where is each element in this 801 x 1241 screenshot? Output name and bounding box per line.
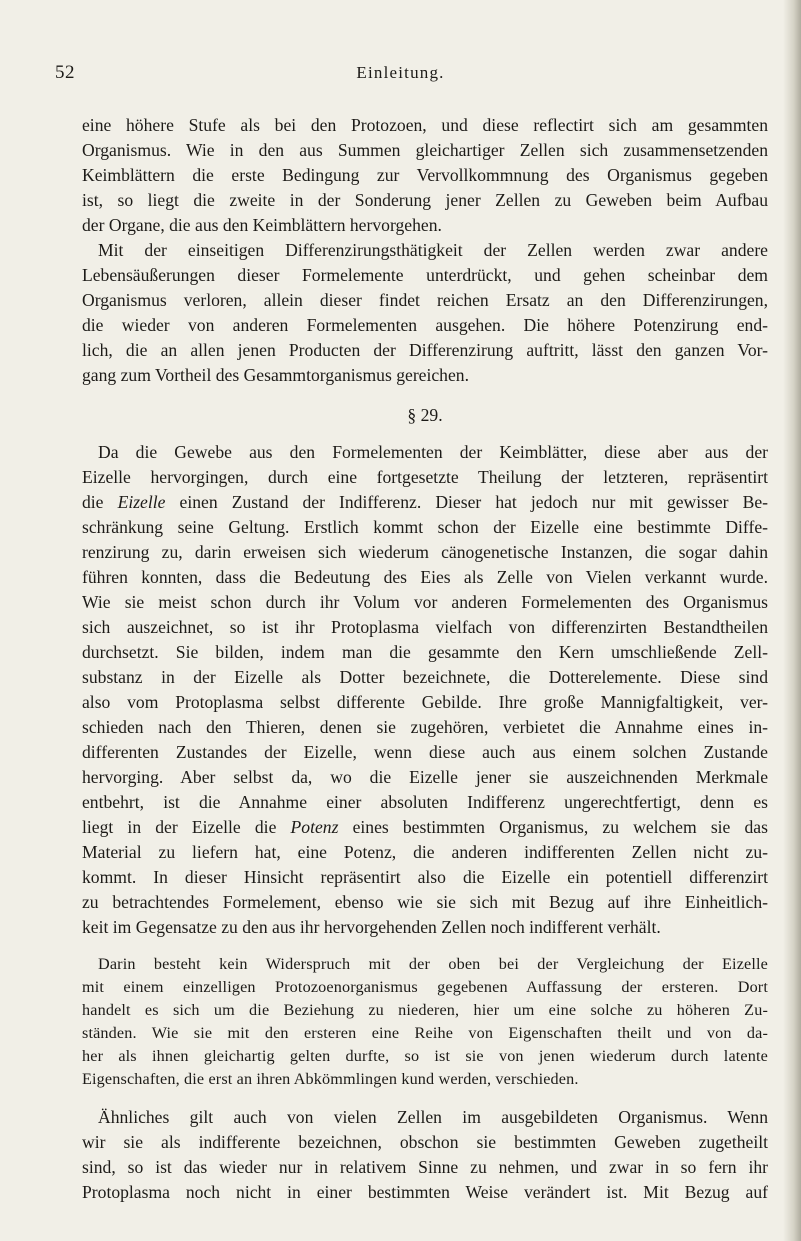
text-line: Mit der einseitigen Differenzirungsthätigkeit der Zellen werden zwar andere [98, 240, 768, 260]
text-line [82, 490, 768, 514]
text-line: lich, die an allen jenen Producten der Differenzirung auftritt, lässt den ganzen Vor- [82, 340, 768, 360]
text-line: durchsetzt. Sie bilden, indem man die gesammte den Kern umschließende Zell- [82, 642, 768, 662]
text-line: gang zum Vortheil des Gesammtorganismus gereichen. [82, 365, 469, 385]
text-line [82, 815, 768, 839]
small-text-line: mit einem einzelligen Protozoenorganismus gegebenen Auffassung der ersteren. Dort [82, 978, 768, 996]
text-line: die wieder von anderen Formelementen ausgehen. Die höhere Potenzirung end- [82, 315, 768, 335]
text-line: ist, so liegt die zweite in der Sonderung jener Zellen zu Geweben beim Aufbau [82, 190, 768, 210]
page-edge-shadow [783, 0, 801, 1241]
text-line: Organismus verloren, allein dieser findet reichen Ersatz an den Differenzirungen, [82, 290, 768, 310]
text-line: entbehrt, ist die Annahme einer absoluten Indifferenz ungerechtfertigt, denn es [82, 792, 768, 812]
text-line: renzirung zu, darin erweisen sich wiederum cänogenetische Instanzen, die sogar dahin [82, 542, 768, 562]
text-line: schieden nach den Thieren, denen sie zugehören, verbietet die Annahme eines in- [82, 717, 768, 737]
text-line: sind, so ist das wieder nur in relativem Sinne zu nehmen, und zwar in so fern ihr [82, 1157, 768, 1177]
text-run: eines bestimmten Organismus, zu welchem sie das [352, 817, 768, 837]
text-line: Da die Gewebe aus den Formelementen der Keimblätter, diese aber aus der [98, 442, 768, 462]
page-number: 52 [55, 62, 75, 83]
small-text-line: Eigenschaften, die erst an ihren Abkömmlingen kund werden, verschieden. [82, 1070, 579, 1088]
text-line: Organismus. Wie in den aus Summen gleichartiger Zellen sich zusammensetzenden [82, 140, 768, 160]
text-line: Keimblättern die erste Bedingung zur Vervollkommnung des Organismus gegeben [82, 165, 768, 185]
text-line: Lebensäußerungen dieser Formelemente unterdrückt, und gehen scheinbar dem [82, 265, 768, 285]
emphasis-potenz: Potenz [290, 817, 339, 837]
text-line: differenten Zustandes der Eizelle, wenn diese auch aus einem solchen Zustande [82, 742, 768, 762]
section-heading: § 29. [407, 405, 443, 425]
text-line: also vom Protoplasma selbst differente Gebilde. Ihre große Mannigfaltigkeit, ver- [82, 692, 768, 712]
text-line: keit im Gegensatze zu den aus ihr hervorgehenden Zellen noch indifferent verhält. [82, 917, 661, 937]
running-title: Einleitung. [356, 63, 445, 82]
text-run: einen Zustand der Indifferenz. Dieser hat jedoch nur mit gewisser Be- [179, 492, 768, 512]
small-text-line: handelt es sich um die Beziehung zu niederen, hier um eine solche zu höheren Zu- [82, 1001, 768, 1019]
text-line: führen konnten, dass die Bedeutung des Eies als Zelle von Vielen verkannt wurde. [82, 567, 768, 587]
text-line: der Organe, die aus den Keimblättern hervorgehen. [82, 215, 442, 235]
text-line: Material zu liefern hat, eine Potenz, die anderen indifferenten Zellen nicht zu- [82, 842, 768, 862]
text-line: Wie sie meist schon durch ihr Volum vor anderen Formelementen des Organismus [82, 592, 768, 612]
text-line: Protoplasma noch nicht in einer bestimmten Weise verändert ist. Mit Bezug auf [82, 1182, 768, 1202]
text-line: eine höhere Stufe als bei den Protozoen, und diese reflectirt sich am gesammten [82, 115, 768, 135]
text-line: sich auszeichnet, so ist ihr Protoplasma vielfach von differenzirten Bestandtheilen [82, 617, 768, 637]
text-line: zu betrachtendes Formelement, ebenso wie sie sich mit Bezug auf ihre Einheitlich- [82, 892, 768, 912]
text-line: hervorging. Aber selbst da, wo die Eizelle jener sie auszeichnenden Merkmale [82, 767, 768, 787]
text-line: Ähnliches gilt auch von vielen Zellen im ausgebildeten Organismus. Wenn [98, 1107, 768, 1127]
text-line: schränkung seine Geltung. Erstlich kommt schon der Eizelle eine bestimmte Diffe- [82, 517, 768, 537]
text-line: wir sie als indifferente bezeichnen, obschon sie bestimmten Geweben zugetheilt [82, 1132, 768, 1152]
text-run: liegt in der Eizelle die [82, 817, 277, 837]
small-text-line: ständen. Wie sie mit den ersteren eine Reihe von Eigenschaften theilt und von da- [82, 1024, 768, 1042]
small-text-line: Darin besteht kein Widerspruch mit der oben bei der Vergleichung der Eizelle [98, 955, 768, 973]
text-line: substanz in der Eizelle als Dotter bezeichnete, die Dotterelemente. Diese sind [82, 667, 768, 687]
text-run: die [82, 492, 104, 512]
small-text-line: her als ihnen gleichartig gelten durfte, so ist sie von jenen wiederum durch latente [82, 1047, 768, 1065]
text-line: Eizelle hervorgingen, durch eine fortgesetzte Theilung der letzteren, repräsentirt [82, 467, 768, 487]
emphasis-eizelle: Eizelle [117, 492, 166, 512]
text-line: kommt. In dieser Hinsicht repräsentirt also die Eizelle ein potentiell differenzirt [82, 867, 768, 887]
